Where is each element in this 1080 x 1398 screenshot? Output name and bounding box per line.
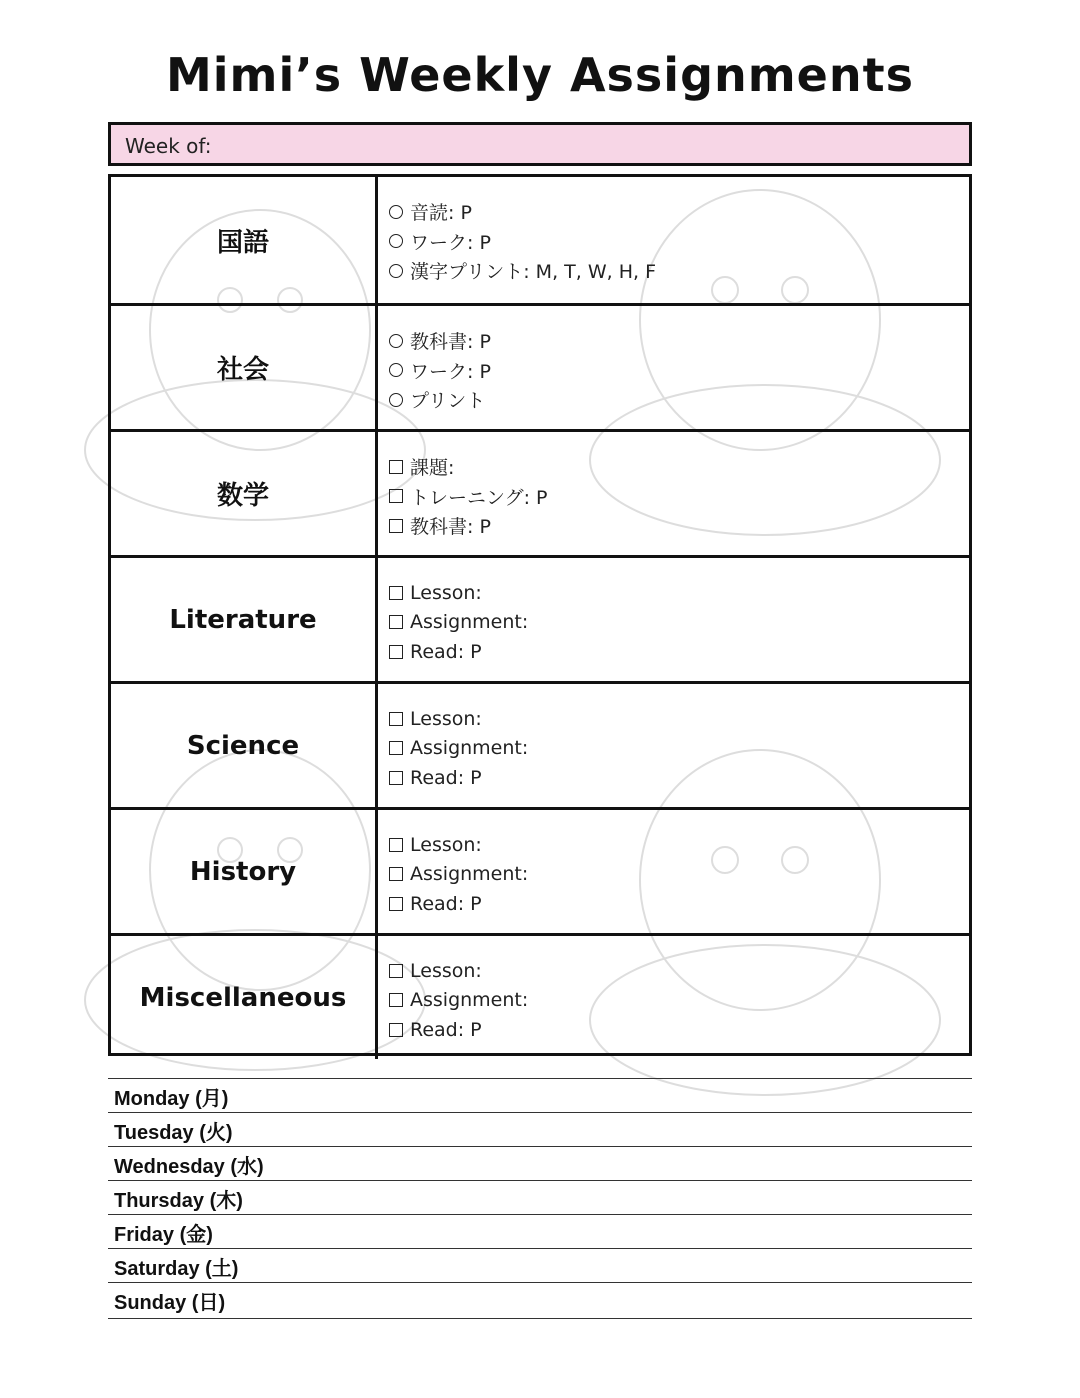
- day-lines: [108, 1078, 972, 1319]
- task-label: Read: P: [410, 766, 482, 789]
- task-label: トレーニング: P: [410, 486, 548, 509]
- subject-row-shakai: [111, 303, 969, 429]
- circle-checkbox-icon[interactable]: [389, 234, 403, 248]
- day-row-thursday[interactable]: [108, 1180, 972, 1214]
- task-item[interactable]: [389, 986, 949, 1016]
- task-item[interactable]: [389, 578, 949, 608]
- day-label: Friday (金): [114, 1224, 213, 1246]
- task-list: [389, 830, 949, 919]
- day-row-saturday[interactable]: [108, 1248, 972, 1282]
- task-item[interactable]: [389, 956, 949, 986]
- subject-name: 社会: [111, 306, 378, 429]
- page-title: Mimi’s Weekly Assignments: [165, 48, 915, 102]
- subject-row-science: [111, 681, 969, 807]
- task-label: ワーク: P: [410, 360, 491, 383]
- day-label: Sunday (日): [114, 1292, 226, 1314]
- task-label: 音読: P: [410, 202, 472, 225]
- task-label: Read: P: [410, 892, 482, 915]
- subject-name: 国語: [111, 177, 378, 303]
- checkbox-icon[interactable]: [389, 838, 403, 852]
- task-label: Assignment:: [410, 737, 529, 760]
- day-row-friday[interactable]: [108, 1214, 972, 1248]
- day-row-tuesday[interactable]: [108, 1112, 972, 1146]
- day-label: Monday (月): [114, 1088, 229, 1110]
- task-label: 教科書: P: [410, 331, 491, 354]
- task-label: Assignment:: [410, 611, 529, 634]
- week-of-field[interactable]: [108, 122, 972, 166]
- task-label: Read: P: [410, 1018, 482, 1041]
- task-label: ワーク: P: [410, 231, 491, 254]
- checkbox-icon[interactable]: [389, 964, 403, 978]
- checkbox-icon[interactable]: [389, 897, 403, 911]
- task-list: [389, 578, 949, 667]
- checkbox-icon[interactable]: [389, 993, 403, 1007]
- task-item[interactable]: [389, 256, 949, 286]
- task-label: 教科書: P: [410, 516, 491, 539]
- subject-name: History: [111, 810, 378, 933]
- task-item[interactable]: [389, 734, 949, 764]
- checkbox-icon[interactable]: [389, 460, 403, 474]
- task-label: Assignment:: [410, 863, 529, 886]
- task-label: Read: P: [410, 640, 482, 663]
- checkbox-icon[interactable]: [389, 489, 403, 503]
- task-item[interactable]: [389, 197, 949, 227]
- task-label: Assignment:: [410, 989, 529, 1012]
- subjects-table: [108, 174, 972, 1056]
- task-label: Lesson:: [410, 959, 482, 982]
- day-row-monday[interactable]: [108, 1078, 972, 1112]
- task-list: [389, 326, 949, 415]
- task-label: Lesson:: [410, 833, 482, 856]
- day-row-wednesday[interactable]: [108, 1146, 972, 1180]
- circle-checkbox-icon[interactable]: [389, 264, 403, 278]
- checkbox-icon[interactable]: [389, 867, 403, 881]
- task-label: Lesson:: [410, 581, 482, 604]
- subject-row-kokugo: [111, 177, 969, 303]
- circle-checkbox-icon[interactable]: [389, 363, 403, 377]
- subject-name: Science: [111, 684, 378, 807]
- day-row-sunday[interactable]: [108, 1282, 972, 1319]
- subject-name: 数学: [111, 432, 378, 555]
- subject-row-literature: [111, 555, 969, 681]
- task-item[interactable]: [389, 356, 949, 386]
- task-list: [389, 956, 949, 1045]
- subject-name: Miscellaneous: [111, 936, 378, 1059]
- day-label: Thursday (木): [114, 1190, 243, 1212]
- subject-name: Literature: [111, 558, 378, 681]
- checkbox-icon[interactable]: [389, 645, 403, 659]
- checkbox-icon[interactable]: [389, 615, 403, 629]
- task-list: [389, 452, 949, 541]
- task-item[interactable]: [389, 704, 949, 734]
- task-label: 課題:: [410, 457, 455, 480]
- task-item[interactable]: [389, 860, 949, 890]
- task-item[interactable]: [389, 385, 949, 415]
- checkbox-icon[interactable]: [389, 771, 403, 785]
- checkbox-icon[interactable]: [389, 586, 403, 600]
- circle-checkbox-icon[interactable]: [389, 334, 403, 348]
- checkbox-icon[interactable]: [389, 741, 403, 755]
- checkbox-icon[interactable]: [389, 519, 403, 533]
- task-label: プリント: [410, 390, 486, 413]
- task-list: [389, 704, 949, 793]
- task-item[interactable]: [389, 1015, 949, 1045]
- subject-row-history: [111, 807, 969, 933]
- task-item[interactable]: [389, 227, 949, 257]
- checkbox-icon[interactable]: [389, 1023, 403, 1037]
- task-item[interactable]: [389, 511, 949, 541]
- circle-checkbox-icon[interactable]: [389, 393, 403, 407]
- day-label: Saturday (土): [114, 1258, 239, 1280]
- week-of-label: Week of:: [125, 134, 212, 158]
- checkbox-icon[interactable]: [389, 712, 403, 726]
- task-item[interactable]: [389, 637, 949, 667]
- circle-checkbox-icon[interactable]: [389, 205, 403, 219]
- task-item[interactable]: [389, 763, 949, 793]
- task-item[interactable]: [389, 452, 949, 482]
- task-item[interactable]: [389, 889, 949, 919]
- subject-row-miscellaneous: [111, 933, 969, 1059]
- task-item[interactable]: [389, 608, 949, 638]
- task-label: 漢字プリント: M, T, W, H, F: [410, 261, 656, 284]
- day-label: Tuesday (火): [114, 1122, 233, 1144]
- task-item[interactable]: [389, 830, 949, 860]
- day-label: Wednesday (水): [114, 1156, 264, 1178]
- subject-row-sugaku: [111, 429, 969, 555]
- task-item[interactable]: [389, 482, 949, 512]
- task-item[interactable]: [389, 326, 949, 356]
- task-list: [389, 197, 949, 286]
- task-label: Lesson:: [410, 707, 482, 730]
